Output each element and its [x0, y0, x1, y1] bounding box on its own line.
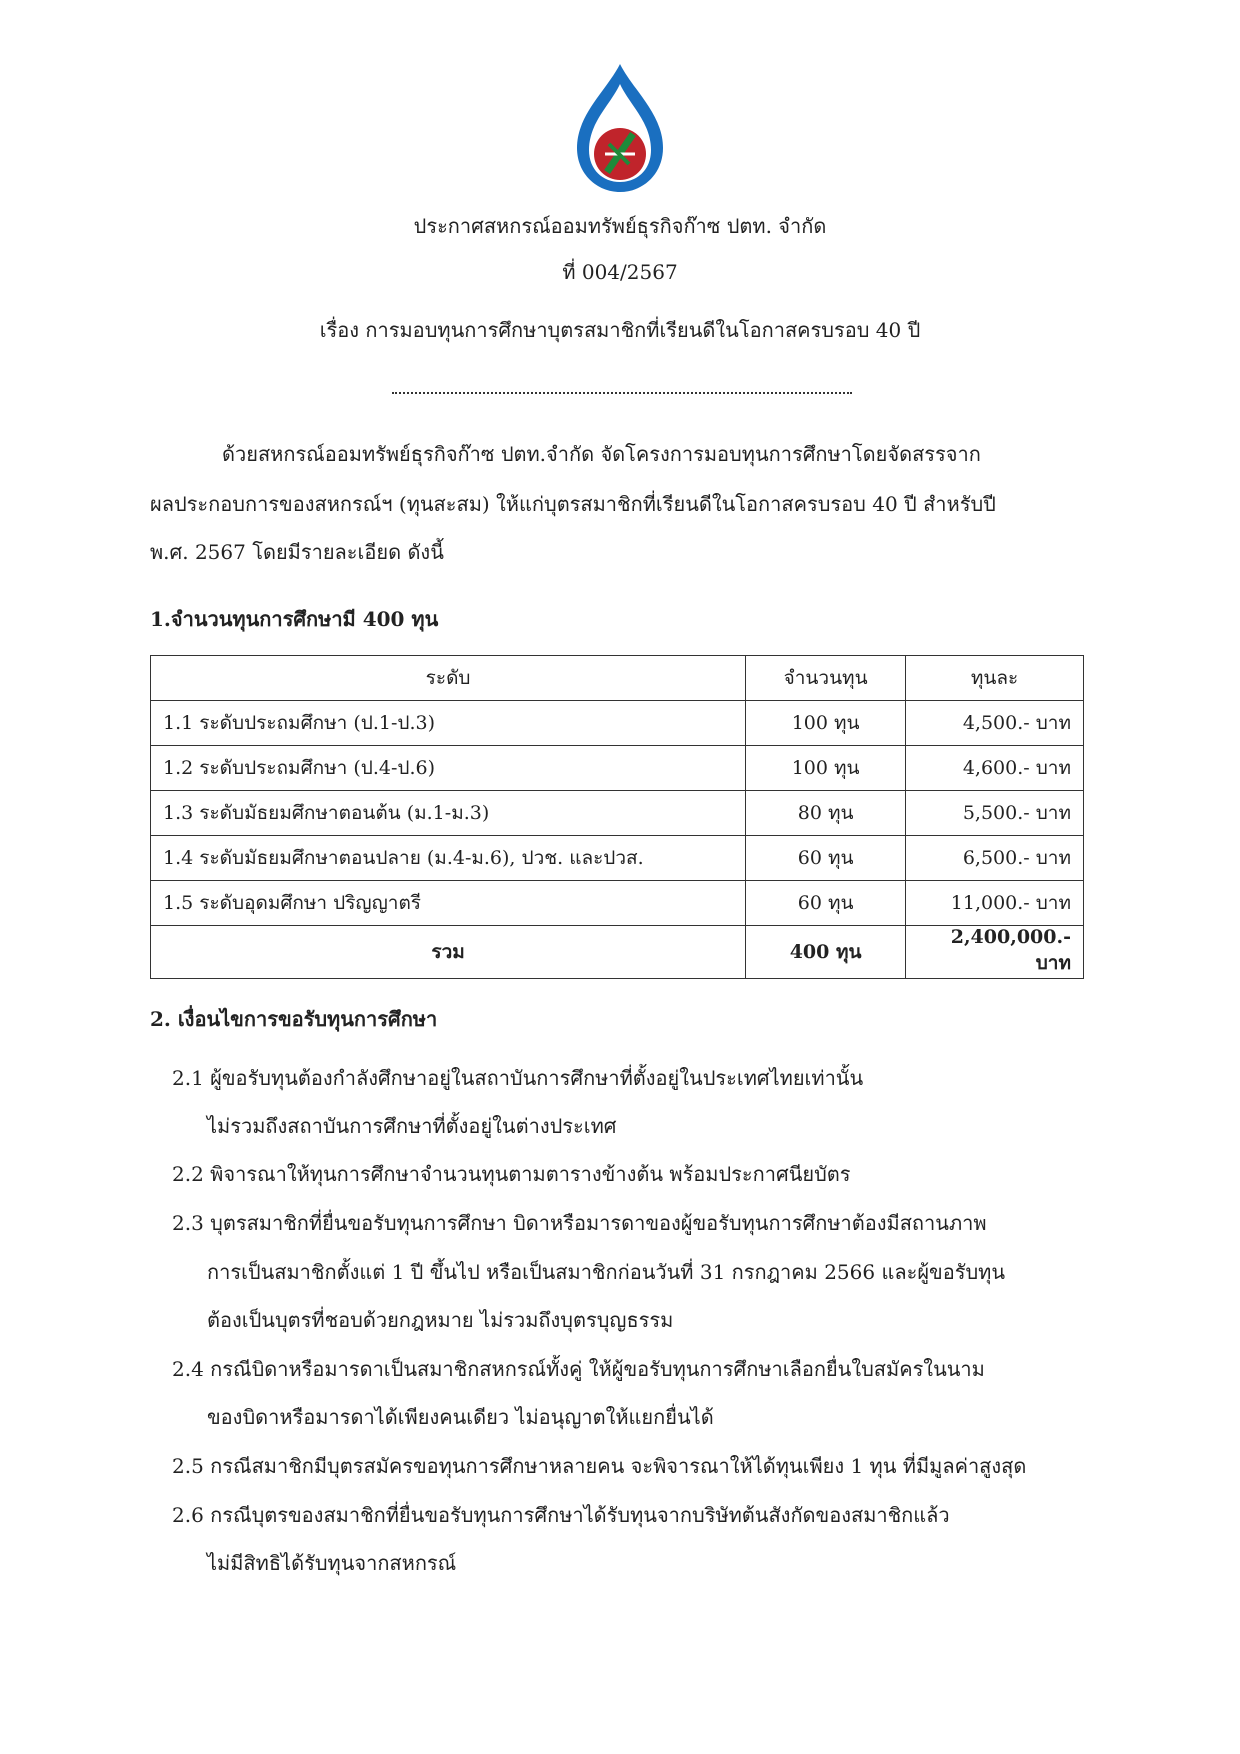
header-level: ระดับ: [151, 656, 746, 701]
section-2-heading: 2. เงื่อนไขการขอรับทุนการศึกษา: [150, 1007, 438, 1031]
table-row: [151, 701, 1084, 746]
table-total-row: [151, 926, 1084, 979]
condition-line: ของบิดาหรือมารดาได้เพียงคนเดียว ไม่อนุญาตให้แยกยื่นได้: [207, 1405, 714, 1429]
total-amount: 2,400,000.- บาท: [906, 926, 1084, 979]
total-label: รวม: [151, 926, 746, 979]
announcement-subject: เรื่อง การมอบทุนการศึกษาบุตรสมาชิกที่เรียนดีในโอกาสครบรอบ 40 ปี: [319, 318, 921, 342]
condition-line: ต้องเป็นบุตรที่ชอบด้วยกฎหมาย ไม่รวมถึงบุตรบุญธรรม: [207, 1308, 674, 1332]
section-1-heading: 1.จำนวนทุนการศึกษามี 400 ทุน: [150, 607, 439, 631]
level-cell: 1.1 ระดับประถมศึกษา (ป.1-ป.3): [151, 701, 746, 746]
condition-line: 2.5 กรณีสมาชิกมีบุตรสมัครขอทุนการศึกษาหลายคน จะพิจารณาให้ได้ทุนเพียง 1 ทุน ที่มีมูลค่าสูงสุด: [172, 1454, 1027, 1478]
count-cell: 60 ทุน: [746, 881, 906, 926]
amount-cell: 11,000.- บาท: [906, 881, 1084, 926]
level-cell: 1.4 ระดับมัธยมศึกษาตอนปลาย (ม.4-ม.6), ปวช. และปวส.: [151, 836, 746, 881]
total-count: 400 ทุน: [746, 926, 906, 979]
scholarship-table: [150, 655, 1084, 979]
amount-cell: 4,600.- บาท: [906, 746, 1084, 791]
level-cell: 1.3 ระดับมัธยมศึกษาตอนต้น (ม.1-ม.3): [151, 791, 746, 836]
level-cell: 1.5 ระดับอุดมศึกษา ปริญญาตรี: [151, 881, 746, 926]
amount-cell: 5,500.- บาท: [906, 791, 1084, 836]
dotted-divider: [392, 382, 852, 394]
condition-line: ไม่รวมถึงสถาบันการศึกษาที่ตั้งอยู่ในต่างประเทศ: [207, 1114, 617, 1138]
count-cell: 100 ทุน: [746, 701, 906, 746]
condition-line: 2.3 บุตรสมาชิกที่ยื่นขอรับทุนการศึกษา บิดาหรือมารดาของผู้ขอรับทุนการศึกษาต้องมีสถานภาพ: [172, 1211, 987, 1235]
organization-logo: [565, 62, 675, 194]
level-cell: 1.2 ระดับประถมศึกษา (ป.4-ป.6): [151, 746, 746, 791]
condition-line: 2.2 พิจารณาให้ทุนการศึกษาจำนวนทุนตามตารางข้างต้น พร้อมประกาศนียบัตร: [172, 1162, 851, 1186]
intro-line-2: ผลประกอบการของสหกรณ์ฯ (ทุนสะสม) ให้แก่บุตรสมาชิกที่เรียนดีในโอกาสครบรอบ 40 ปี สำหรับปี: [150, 492, 996, 516]
announcement-number: ที่ 004/2567: [562, 260, 678, 284]
count-cell: 80 ทุน: [746, 791, 906, 836]
header-amount: ทุนละ: [906, 656, 1084, 701]
table-row: [151, 746, 1084, 791]
condition-line: การเป็นสมาชิกตั้งแต่ 1 ปี ขึ้นไป หรือเป็นสมาชิกก่อนวันที่ 31 กรกฎาคม 2566 และผู้ขอรับทุน: [207, 1260, 1006, 1284]
amount-cell: 4,500.- บาท: [906, 701, 1084, 746]
header-count: จำนวนทุน: [746, 656, 906, 701]
condition-line: ไม่มีสิทธิได้รับทุนจากสหกรณ์: [207, 1551, 457, 1575]
table-row: [151, 881, 1084, 926]
condition-line: 2.4 กรณีบิดาหรือมารดาเป็นสมาชิกสหกรณ์ทั้งคู่ ให้ผู้ขอรับทุนการศึกษาเลือกยื่นใบสมัครในนาม: [172, 1357, 985, 1381]
count-cell: 100 ทุน: [746, 746, 906, 791]
condition-line: 2.1 ผู้ขอรับทุนต้องกำลังศึกษาอยู่ในสถาบันการศึกษาที่ตั้งอยู่ในประเทศไทยเท่านั้น: [172, 1066, 864, 1090]
announcement-title: ประกาศสหกรณ์ออมทรัพย์ธุรกิจก๊าซ ปตท. จำกัด: [413, 214, 827, 238]
condition-line: 2.6 กรณีบุตรของสมาชิกที่ยื่นขอรับทุนการศึกษาได้รับทุนจากบริษัทต้นสังกัดของสมาชิกแล้ว: [172, 1503, 950, 1527]
table-header-row: [151, 656, 1084, 701]
table-row: [151, 836, 1084, 881]
count-cell: 60 ทุน: [746, 836, 906, 881]
intro-line-1: ด้วยสหกรณ์ออมทรัพย์ธุรกิจก๊าซ ปตท.จำกัด จัดโครงการมอบทุนการศึกษาโดยจัดสรรจาก: [222, 442, 981, 466]
table-row: [151, 791, 1084, 836]
amount-cell: 6,500.- บาท: [906, 836, 1084, 881]
intro-line-3: พ.ศ. 2567 โดยมีรายละเอียด ดังนี้: [150, 540, 444, 564]
